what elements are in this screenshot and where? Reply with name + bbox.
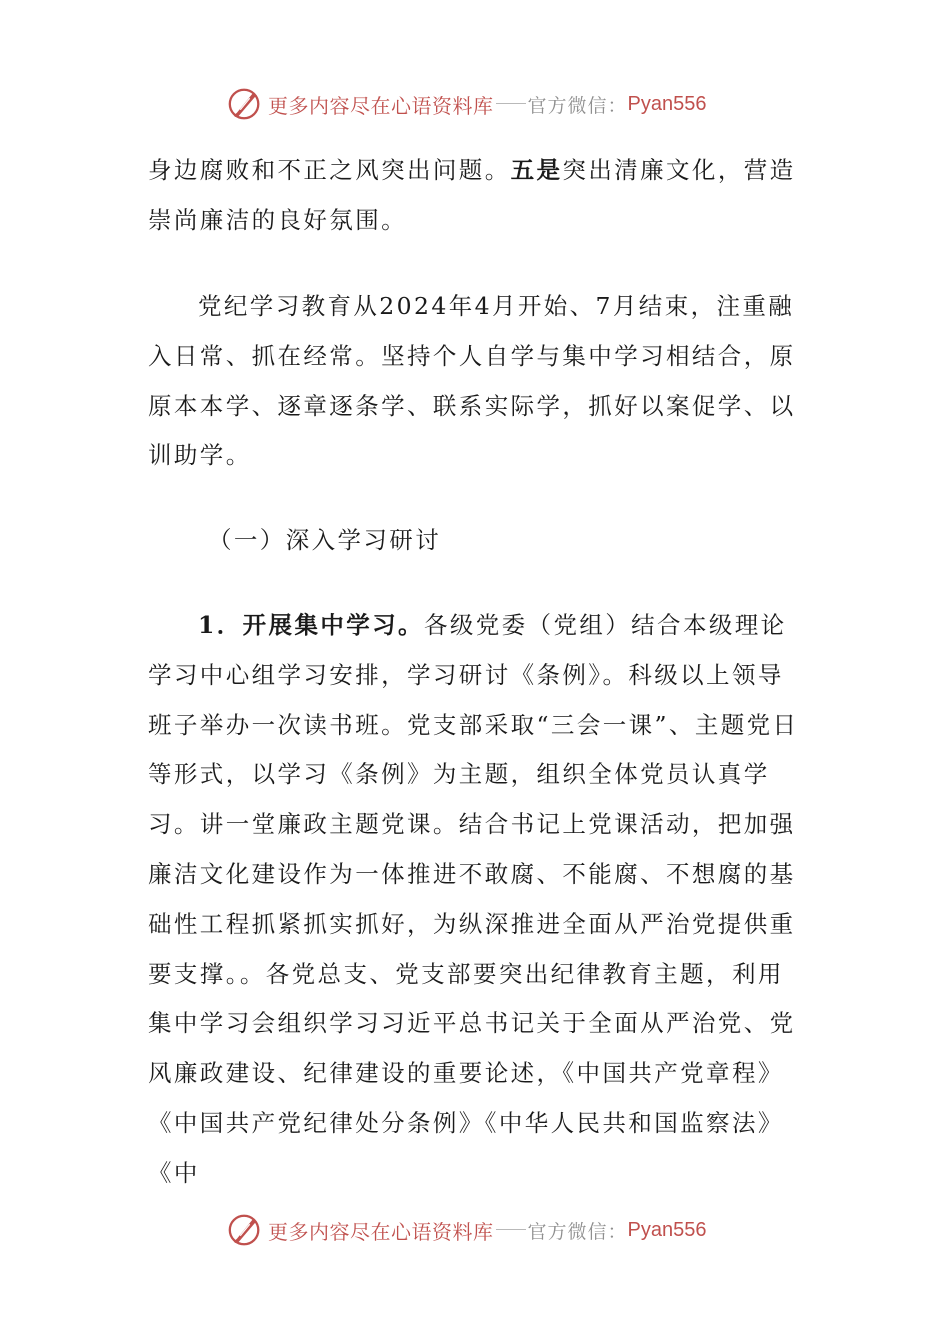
paragraph-4 bbox=[148, 601, 808, 1199]
paragraph-4-bold: 1．开展集中学习。 bbox=[198, 611, 424, 639]
paragraph-1-bold: 五是 bbox=[510, 156, 563, 184]
paragraph-1 bbox=[148, 146, 808, 246]
watermark-divider bbox=[496, 1229, 526, 1230]
paragraph-2-text: 党纪学习教育从2024年4月开始、7月结束，注重融入日常、抓在经常。坚持个人自学与集中学习相结合，原原本本学、逐章逐条学、联系实际学，抓好以案促学、以训助学。 bbox=[148, 292, 796, 470]
paragraph-4-text: 各级党委（党组）结合本级理论学习中心组学习安排，学习研讨《条例》。科级以上领导班子举办一次读书班。党支部采取“三会一课”、主题党日等形式，以学习《条例》为主题，组织全体党员认真学习。讲一堂廉政主题党课。结合书记上党课活动，把加强廉洁文化建设作为一体推进不敢腐、不能腐、不想腐的基础性工程抓紧抓实抓好，为纵深推进全面从严治党提供重要支撑。。各党总支、党支部要突出纪律教育主题，利用集中学习会组织学习习近平总书记关于全面从严治党、党风廉政建设、纪律建设的重要论述，《中国共产党章程》《中国共产党纪律处分条例》《中华人民共和国监察法》《中 bbox=[148, 611, 799, 1187]
watermark-sub-text: 官方微信： bbox=[527, 94, 628, 117]
watermark-banner-top bbox=[226, 84, 706, 124]
watermark-divider bbox=[496, 103, 526, 104]
quill-logo-icon bbox=[226, 1211, 264, 1249]
paragraph-1-text: 身边腐败和不正之风突出问题。 bbox=[148, 156, 511, 184]
watermark-sub-text: 官方微信： bbox=[527, 1220, 628, 1243]
watermark-banner-bottom bbox=[226, 1210, 706, 1250]
paragraph-1-rest: 突出清廉文化，营造崇尚廉洁的良好氛围。 bbox=[148, 156, 796, 234]
watermark-id-text: Pyan556 bbox=[627, 92, 707, 115]
section-heading bbox=[148, 516, 808, 566]
paragraph-2 bbox=[148, 282, 808, 481]
watermark-main-text: 更多内容尽在心语资料库 bbox=[268, 93, 494, 118]
section-heading-text: （一）深入学习研讨 bbox=[208, 526, 442, 554]
quill-logo-icon bbox=[226, 85, 264, 123]
watermark-id-text: Pyan556 bbox=[627, 1218, 707, 1241]
watermark-main-text: 更多内容尽在心语资料库 bbox=[268, 1219, 494, 1244]
